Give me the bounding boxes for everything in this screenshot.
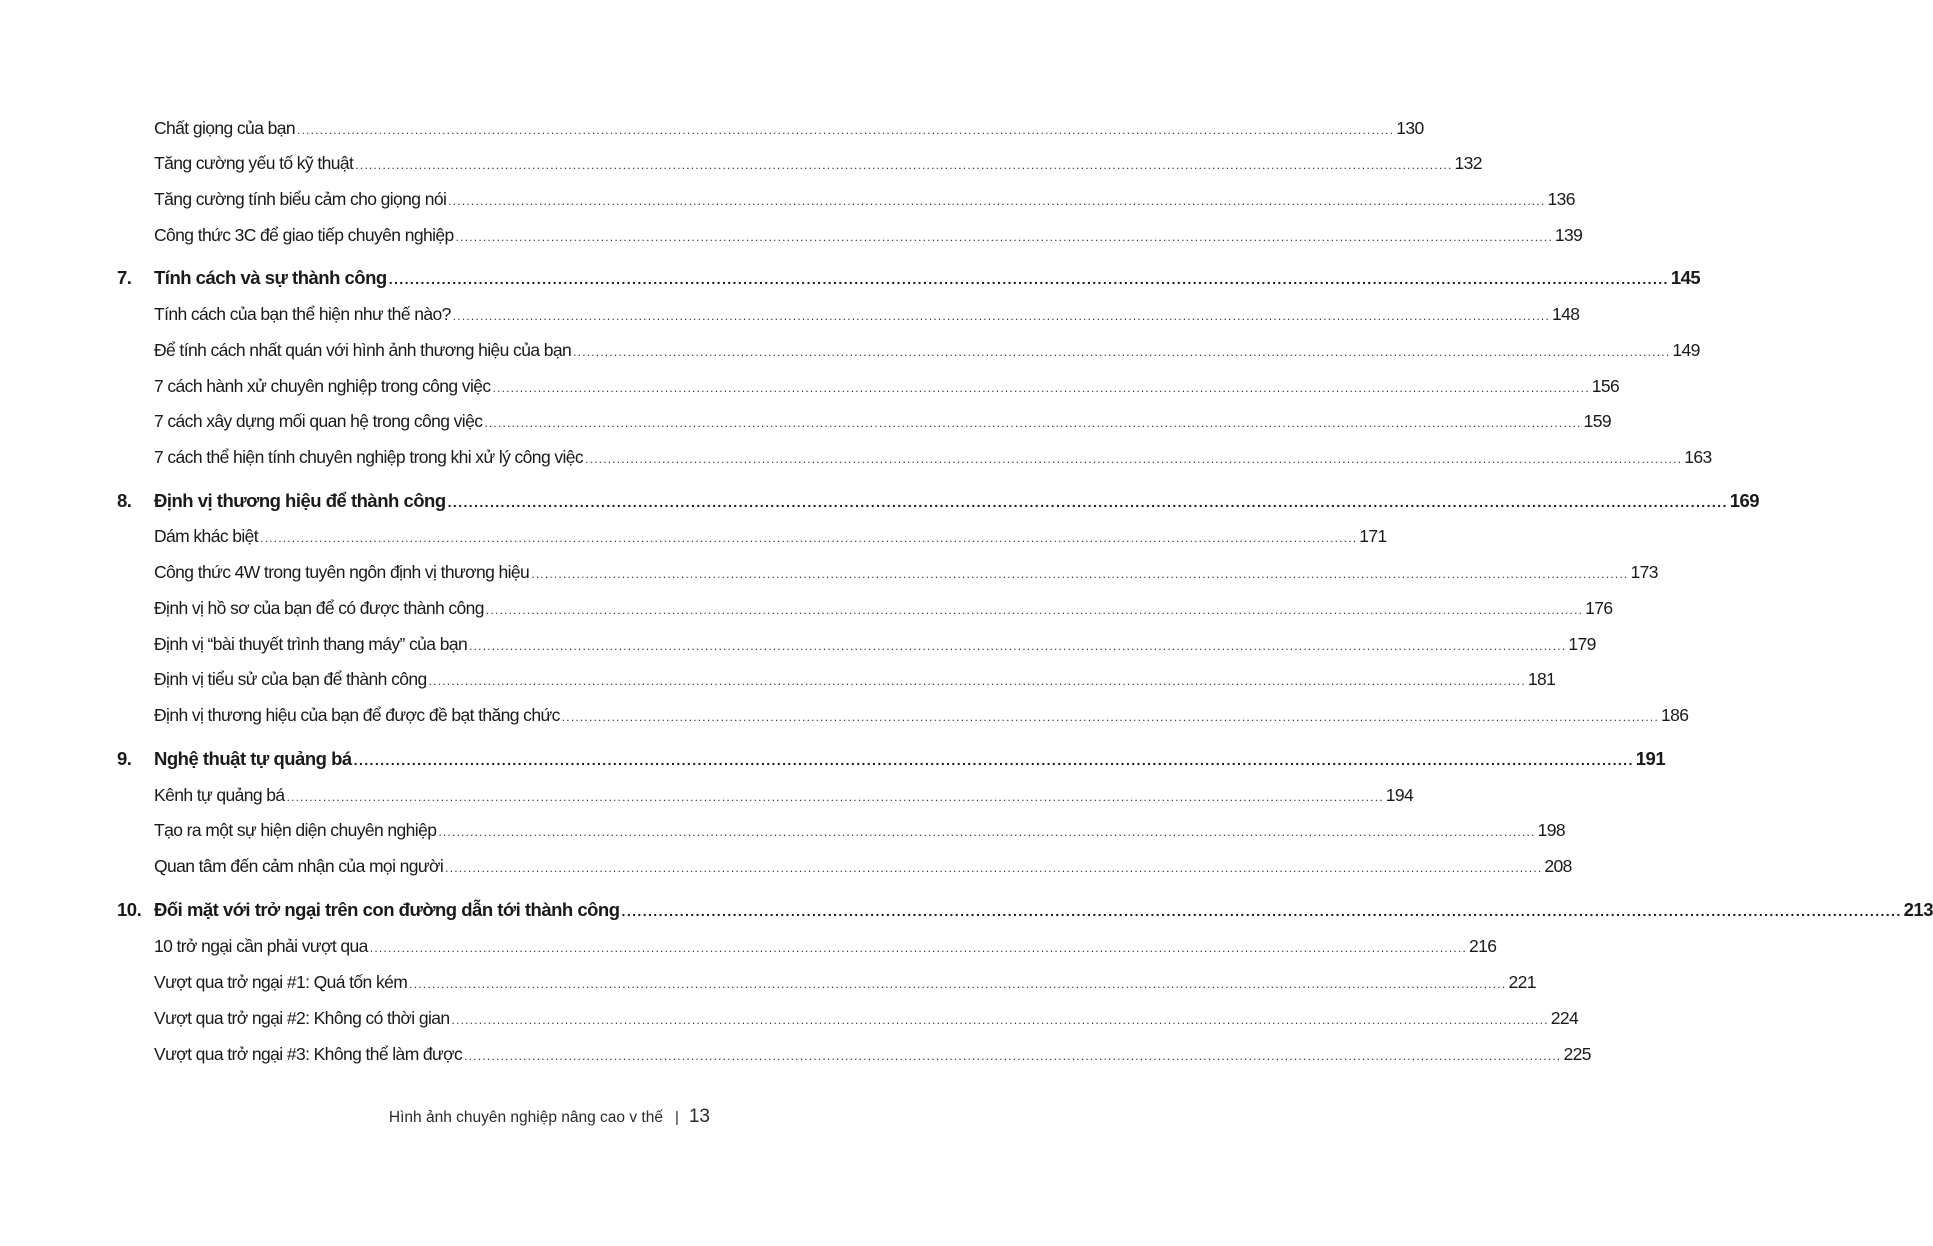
entry-title: Tăng cường tính biểu cảm cho giọng nói bbox=[154, 189, 447, 209]
dot-leader bbox=[354, 752, 1634, 768]
chapter-number: 9. bbox=[117, 748, 132, 769]
page-footer bbox=[360, 1106, 710, 1128]
entry-page-number: 224 bbox=[1550, 1008, 1579, 1028]
entry-title: Vượt qua trở ngại #1: Quá tốn kém bbox=[154, 972, 408, 992]
toc-entry-row bbox=[154, 340, 1700, 361]
entry-page-number: 198 bbox=[1537, 820, 1565, 840]
toc-entry-row bbox=[154, 411, 1611, 432]
toc-entry-row bbox=[154, 118, 1424, 139]
toc-entry-row bbox=[154, 598, 1613, 619]
chapter-page-number: 169 bbox=[1729, 490, 1760, 511]
entry-title: Quan tâm đến cảm nhận của mọi người bbox=[154, 856, 444, 876]
entry-page-number: 176 bbox=[1585, 598, 1613, 618]
dot-leader bbox=[493, 381, 1590, 395]
toc-entry-row bbox=[154, 856, 1572, 877]
toc-entry-row bbox=[154, 1044, 1591, 1065]
dot-leader bbox=[287, 790, 1384, 804]
toc-entry-row bbox=[154, 936, 1497, 957]
entry-title: Để tính cách nhất quán với hình ảnh thương hiệu của bạn bbox=[154, 340, 572, 360]
chapter-title: Đối mặt với trở ngại trên con đường dẫn tới thành công bbox=[154, 899, 620, 920]
entry-title: Dám khác biệt bbox=[154, 526, 259, 546]
toc-entry-row bbox=[154, 562, 1658, 583]
dot-leader bbox=[355, 158, 1452, 172]
dot-leader bbox=[389, 271, 1669, 287]
dot-leader bbox=[445, 861, 1542, 875]
entry-title: Tạo ra một sự hiện diện chuyên nghiệp bbox=[154, 820, 437, 840]
entry-title: 7 cách xây dựng mối quan hệ trong công việc bbox=[154, 411, 483, 431]
toc-chapter-row bbox=[117, 267, 1701, 289]
entry-title: 7 cách thể hiện tính chuyên nghiệp trong khi xử lý công việc bbox=[154, 447, 584, 467]
entry-page-number: 163 bbox=[1684, 447, 1712, 467]
toc-entry-row bbox=[154, 972, 1536, 993]
toc-entry-row bbox=[154, 189, 1575, 210]
chapter-number: 10. bbox=[117, 899, 142, 920]
toc-entry-row bbox=[154, 225, 1583, 246]
entry-title: Vượt qua trở ngại #3: Không thể làm được bbox=[154, 1044, 463, 1064]
entry-page-number: 216 bbox=[1469, 936, 1497, 956]
dot-leader bbox=[573, 345, 1670, 359]
entry-title: Vượt qua trở ngại #2: Không có thời gian bbox=[154, 1008, 450, 1028]
entry-page-number: 159 bbox=[1583, 411, 1611, 431]
chapter-page-number: 213 bbox=[1903, 899, 1933, 920]
dot-leader bbox=[429, 674, 1526, 688]
dot-leader bbox=[370, 941, 1467, 955]
dot-leader bbox=[531, 567, 1628, 581]
toc-entry-row bbox=[154, 705, 1689, 726]
entry-page-number: 179 bbox=[1568, 634, 1596, 654]
toc-entry-row bbox=[154, 376, 1620, 397]
dot-leader bbox=[484, 416, 1581, 430]
entry-page-number: 181 bbox=[1527, 669, 1556, 689]
entry-page-number: 139 bbox=[1554, 225, 1583, 245]
entry-title: Công thức 3C để giao tiếp chuyên nghiệp bbox=[154, 225, 454, 245]
dot-leader bbox=[469, 639, 1566, 653]
entry-title: 10 trở ngại cần phải vượt qua bbox=[154, 936, 368, 956]
dot-leader bbox=[448, 194, 1545, 208]
toc-entry-row bbox=[154, 447, 1712, 468]
dot-leader bbox=[486, 603, 1583, 617]
entry-page-number: 194 bbox=[1385, 785, 1414, 805]
page-number: 13 bbox=[688, 1106, 710, 1127]
chapter-title: Tính cách và sự thành công bbox=[154, 267, 387, 288]
toc-entry-row bbox=[154, 634, 1596, 655]
dot-leader bbox=[297, 123, 1394, 137]
toc-entry-row bbox=[154, 669, 1556, 690]
entry-page-number: 171 bbox=[1359, 526, 1387, 546]
toc-entry-row bbox=[154, 153, 1482, 174]
entry-page-number: 136 bbox=[1547, 189, 1575, 209]
dot-leader bbox=[464, 1049, 1561, 1063]
entry-page-number: 148 bbox=[1551, 304, 1580, 324]
entry-page-number: 130 bbox=[1396, 118, 1424, 138]
dot-leader bbox=[409, 977, 1506, 991]
entry-title: Tính cách của bạn thể hiện như thế nào? bbox=[154, 304, 451, 324]
toc-entry-row bbox=[154, 304, 1580, 325]
chapter-page-number: 191 bbox=[1635, 748, 1666, 769]
entry-page-number: 186 bbox=[1660, 705, 1689, 725]
entry-title: Chất giọng của bạn bbox=[154, 118, 295, 138]
entry-title: Định vị hồ sơ của bạn để có được thành công bbox=[154, 598, 484, 618]
entry-title: Định vị tiểu sử của bạn để thành công bbox=[154, 669, 427, 689]
entry-title: Định vị thương hiệu của bạn để được đề bạt thăng chức bbox=[154, 705, 560, 725]
toc-entry-row bbox=[154, 785, 1414, 806]
entry-page-number: 173 bbox=[1630, 562, 1658, 582]
toc-entry-row bbox=[154, 820, 1565, 841]
entry-page-number: 132 bbox=[1454, 153, 1482, 173]
running-title: Hình ảnh chuyên nghiệp nâng cao v thế bbox=[388, 1109, 663, 1126]
entry-title: Công thức 4W trong tuyên ngôn định vị thương hiệu bbox=[154, 562, 530, 582]
chapter-number: 8. bbox=[117, 490, 132, 511]
dot-leader bbox=[260, 531, 1357, 545]
chapter-title: Nghệ thuật tự quảng bá bbox=[154, 748, 352, 769]
entry-page-number: 156 bbox=[1591, 376, 1620, 396]
dot-leader bbox=[585, 452, 1682, 466]
dot-leader bbox=[453, 309, 1550, 323]
dot-leader bbox=[438, 825, 1535, 839]
entry-page-number: 225 bbox=[1563, 1044, 1591, 1064]
entry-title: Tăng cường yếu tố kỹ thuật bbox=[154, 153, 354, 173]
dot-leader bbox=[452, 1013, 1549, 1027]
chapter-number: 7. bbox=[117, 267, 132, 288]
chapter-title: Định vị thương hiệu để thành công bbox=[154, 490, 446, 511]
toc-chapter-row bbox=[117, 748, 1666, 770]
dot-leader bbox=[562, 710, 1659, 724]
toc-entry-row bbox=[154, 526, 1387, 547]
entry-page-number: 221 bbox=[1508, 972, 1536, 992]
dot-leader bbox=[622, 903, 1902, 919]
toc-entry-row bbox=[154, 1008, 1579, 1029]
footer-separator: | bbox=[674, 1109, 679, 1126]
chapter-page-number: 145 bbox=[1670, 267, 1701, 288]
toc-chapter-row bbox=[117, 899, 1933, 921]
entry-title: Kênh tự quảng bá bbox=[154, 785, 285, 805]
toc-chapter-row bbox=[117, 490, 1760, 512]
dot-leader bbox=[456, 230, 1553, 244]
entry-title: Định vị “bài thuyết trình thang máy” của bạn bbox=[154, 634, 468, 654]
dot-leader bbox=[448, 494, 1728, 510]
entry-title: 7 cách hành xử chuyên nghiệp trong công việc bbox=[154, 376, 491, 396]
entry-page-number: 149 bbox=[1672, 340, 1700, 360]
entry-page-number: 208 bbox=[1544, 856, 1572, 876]
